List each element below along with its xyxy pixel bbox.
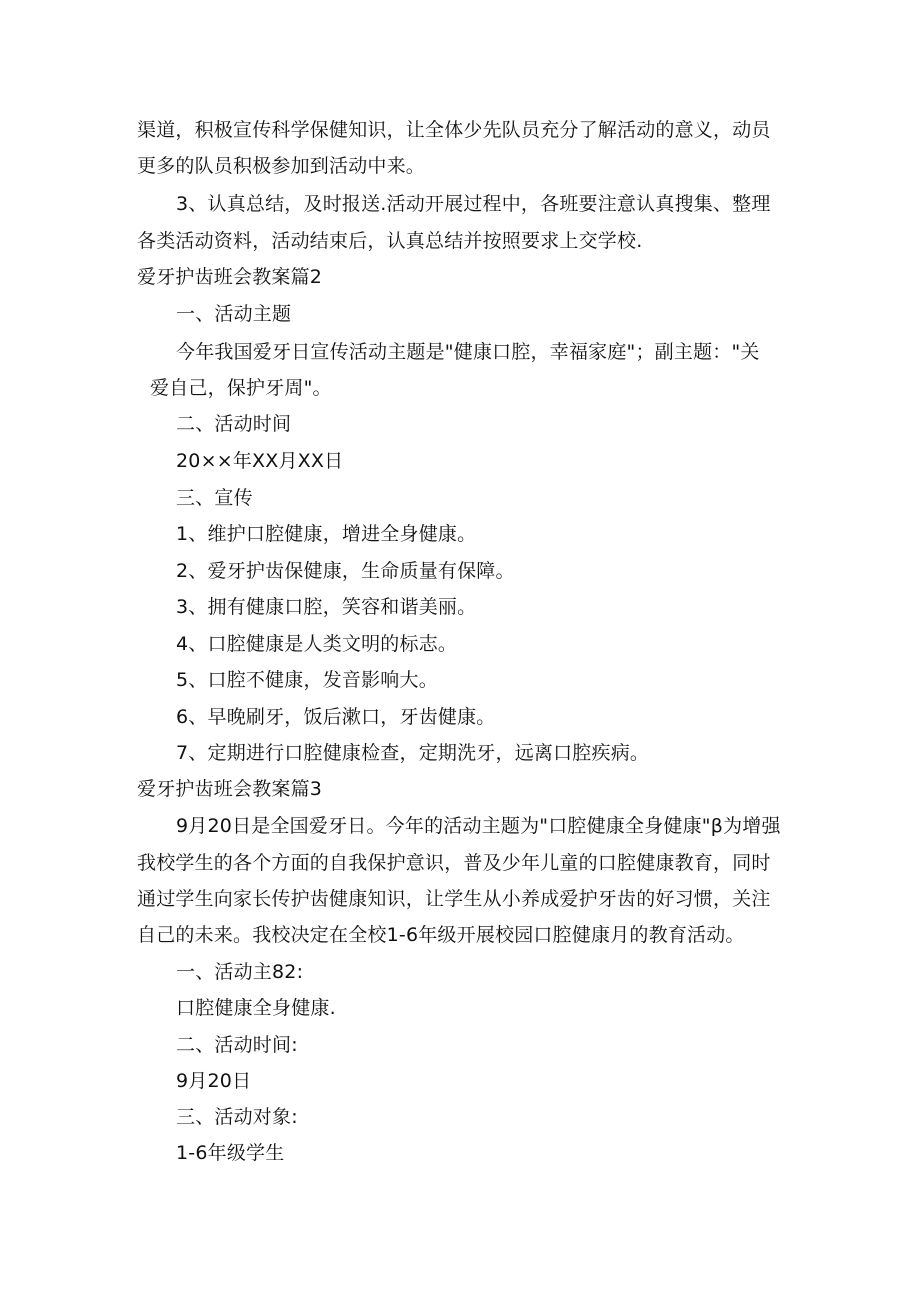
section2-time-heading: 二、活动时间 bbox=[176, 413, 292, 435]
section2-time-value: 20××年XX月XX日 bbox=[176, 450, 344, 472]
section2-promo-heading: 三、宣传 bbox=[176, 487, 253, 509]
section2-theme-heading: 一、活动主题 bbox=[176, 303, 292, 325]
slogan-item: 6、早晚刷牙，饭后漱口，牙齿健康。 bbox=[176, 706, 496, 728]
slogan-item: 7、定期进行口腔健康检查，定期洗牙，远离口腔疾病。 bbox=[176, 742, 650, 764]
section3-theme-heading: 一、活动主82: bbox=[176, 961, 304, 983]
intro-line-1: 渠道，积极宣传科学保健知识，让全体少先队员充分了解活动的意义，动员 bbox=[137, 119, 771, 141]
section3-theme-value: 口腔健康全身健康. bbox=[176, 997, 336, 1019]
slogan-item: 1、维护口腔健康，增进全身健康。 bbox=[176, 523, 477, 545]
slogan-item: 5、口腔不健康，发音影响大。 bbox=[176, 669, 438, 691]
section3-para-line-1: 9月20日是全国爱牙日。今年的活动主题为"口腔健康全身健康"β为增强 bbox=[176, 815, 781, 837]
section3-para-line-3: 通过学生向家长传护齿健康知识，让学生从小养成爱护牙齿的好习惯，关注 bbox=[137, 888, 771, 910]
intro-item3-line-2: 各类活动资料，活动结束后，认真总结并按照要求上交学校. bbox=[137, 230, 643, 252]
slogan-item: 4、口腔健康是人类文明的标志。 bbox=[176, 633, 458, 655]
slogan-item: 3、拥有健康口腔，笑容和谐美丽。 bbox=[176, 596, 477, 618]
slogan-item: 2、爱牙护齿保健康，生命质量有保障。 bbox=[176, 560, 515, 582]
section3-title: 爱牙护齿班会教案篇3 bbox=[137, 778, 323, 800]
section3-time-heading: 二、活动时间: bbox=[176, 1034, 298, 1056]
section2-theme-line-1: 今年我国爱牙日宣传活动主题是"健康口腔，幸福家庭"；副主题："关 bbox=[176, 341, 760, 363]
intro-line-2: 更多的队员积极参加到活动中来。 bbox=[137, 155, 426, 177]
section3-target-heading: 三、活动对象: bbox=[176, 1106, 298, 1128]
section3-para-line-2: 我校学生的各个方面的自我保护意识，普及少年儿童的口腔健康教育，同时 bbox=[137, 852, 771, 874]
section2-theme-line-2: 爱自己，保护牙周"。 bbox=[150, 377, 332, 399]
section3-target-value: 1-6年级学生 bbox=[176, 1142, 285, 1164]
intro-item3-line-1: 3、认真总结，及时报送.活动开展过程中，各班要注意认真搜集、整理 bbox=[176, 193, 771, 215]
section3-time-value: 9月20日 bbox=[176, 1070, 252, 1092]
section3-para-line-4: 自己的未来。我校决定在全校1-6年级开展校园口腔健康月的教育活动。 bbox=[137, 924, 745, 946]
section2-title: 爱牙护齿班会教案篇2 bbox=[137, 266, 323, 288]
